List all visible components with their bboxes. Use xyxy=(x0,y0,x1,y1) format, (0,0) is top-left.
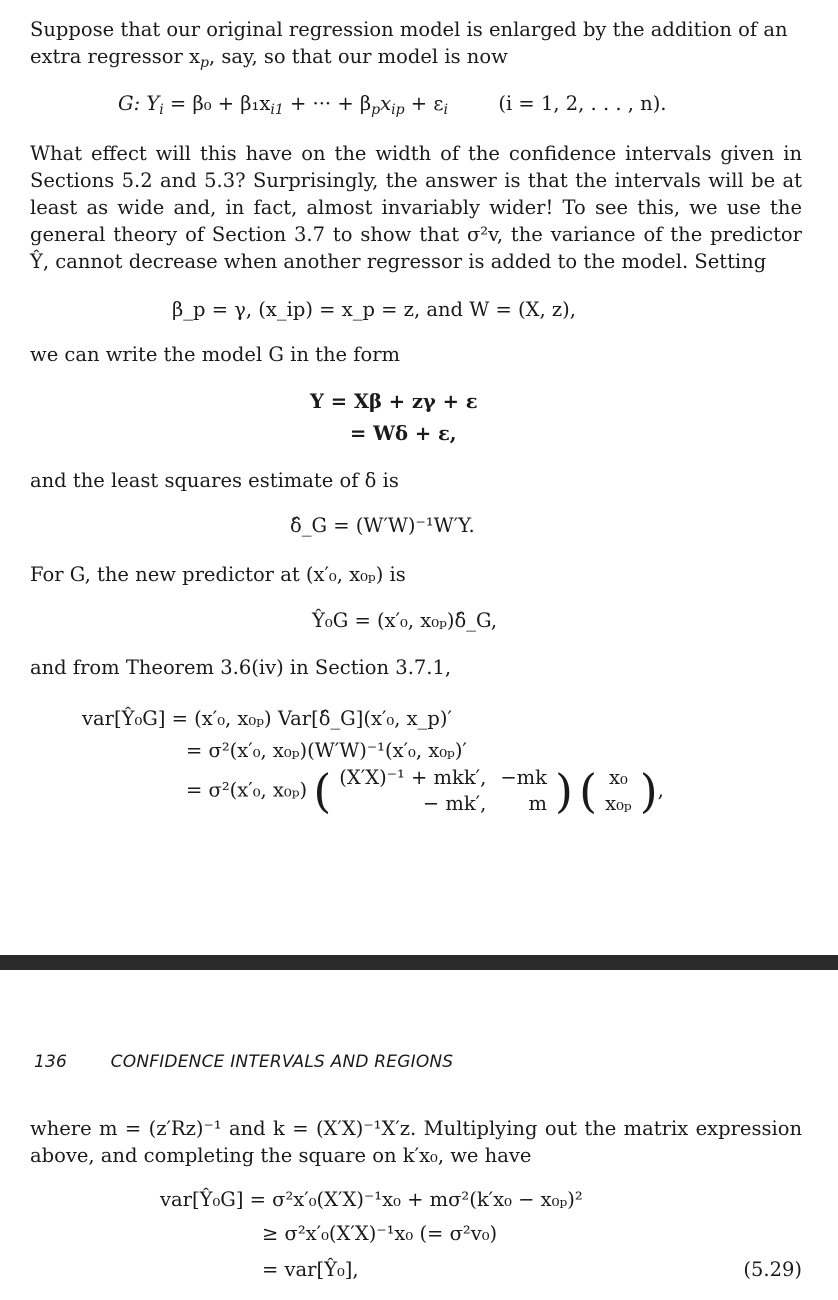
vector-cell: x₀ xyxy=(608,766,628,789)
where-paragraph: where m = (z′Rz)⁻¹ and k = (X′X)⁻¹X′z. Multiplying out the matrix expression above, and completing the square on k′x₀, we have xyxy=(30,1117,802,1167)
vector xyxy=(597,764,640,818)
equation-model-g: G: $Y_i = \beta_0 + \beta_1x_{i1}$ + ··· + $\beta_px_{ip} + \varepsilon_i$ (i = 1, 2, . . . , n). xyxy=(118,92,667,118)
equation-final-line-3: = var[Ŷ₀], xyxy=(262,1258,359,1281)
question-paragraph: What effect will this have on the width of the confidence intervals given in Sections 5.2 and 5.3? Surprisingly, the answer is that the intervals will be at least as wide and, in fact, almost invariably wider! To see this, we use the general theory of Section 3.7 to show that σ²v, the variance of the predictor Ŷ, cannot decrease when another regressor is added to the model. Setting xyxy=(30,142,802,273)
equation-new-predictor: Ŷ₀G = (x′₀, x₀ₚ)δ̂_G, xyxy=(312,609,498,632)
equation-least-squares: δ̂_G = (W′W)⁻¹W′Y. xyxy=(290,514,475,537)
equation-number: (5.29) xyxy=(743,1258,802,1281)
running-head xyxy=(34,1052,453,1072)
intro-paragraph: Suppose that our original regression model is enlarged by the addition of an extra regressor $x_p$, say, so that our model is now xyxy=(30,18,788,71)
page-number: 136 xyxy=(34,1052,68,1072)
equation-setting: β_p = γ, (x_ip) = x_p = z, and W = (X, z), xyxy=(172,298,576,321)
equation-variance-line-2: = σ²(x′₀, x₀ₚ)(W′W)⁻¹(x′₀, x₀ₚ)′ xyxy=(186,739,467,762)
page-divider xyxy=(0,955,838,970)
new-predictor-line: For G, the new predictor at (x′₀, x₀ₚ) is xyxy=(30,563,406,586)
theorem-reference-line: and from Theorem 3.6(iv) in Section 3.7.1, xyxy=(30,656,452,679)
model-form-line: we can write the model G in the form xyxy=(30,343,401,366)
matrix-cell: m xyxy=(528,792,547,815)
equation-variance-line-3: = σ²(x′₀, x₀ₚ) ( (X′X)⁻¹ + mkk′, −mk − mk′, m ) ( x₀ x₀ₚ ), xyxy=(186,764,664,818)
equation-final-line-1: var[Ŷ₀G] = σ²x′₀(X′X)⁻¹x₀ + mσ²(k′x₀ − x₀ₚ)² xyxy=(160,1188,583,1211)
equation-variance-line-1: var[Ŷ₀G] = (x′₀, x₀ₚ) Var[δ̂_G](x′₀, x_p)′ xyxy=(82,707,452,730)
matrix-cell: −mk xyxy=(500,766,547,789)
equation-final-line-2: ≥ σ²x′₀(X′X)⁻¹x₀ (= σ²v₀) xyxy=(262,1222,498,1245)
least-squares-line: and the least squares estimate of δ is xyxy=(30,469,399,492)
matrix-cell: − mk′, xyxy=(422,792,487,815)
block-matrix xyxy=(331,764,555,818)
equation-form-line-1: Y = Xβ + zγ + ε xyxy=(310,390,478,413)
equation-form-line-2: = Wδ + ε, xyxy=(350,422,457,445)
vector-cell: x₀ₚ xyxy=(605,792,632,815)
chapter-title: CONFIDENCE INTERVALS AND REGIONS xyxy=(110,1052,454,1072)
matrix-cell: (X′X)⁻¹ + mkk′, xyxy=(339,766,487,789)
